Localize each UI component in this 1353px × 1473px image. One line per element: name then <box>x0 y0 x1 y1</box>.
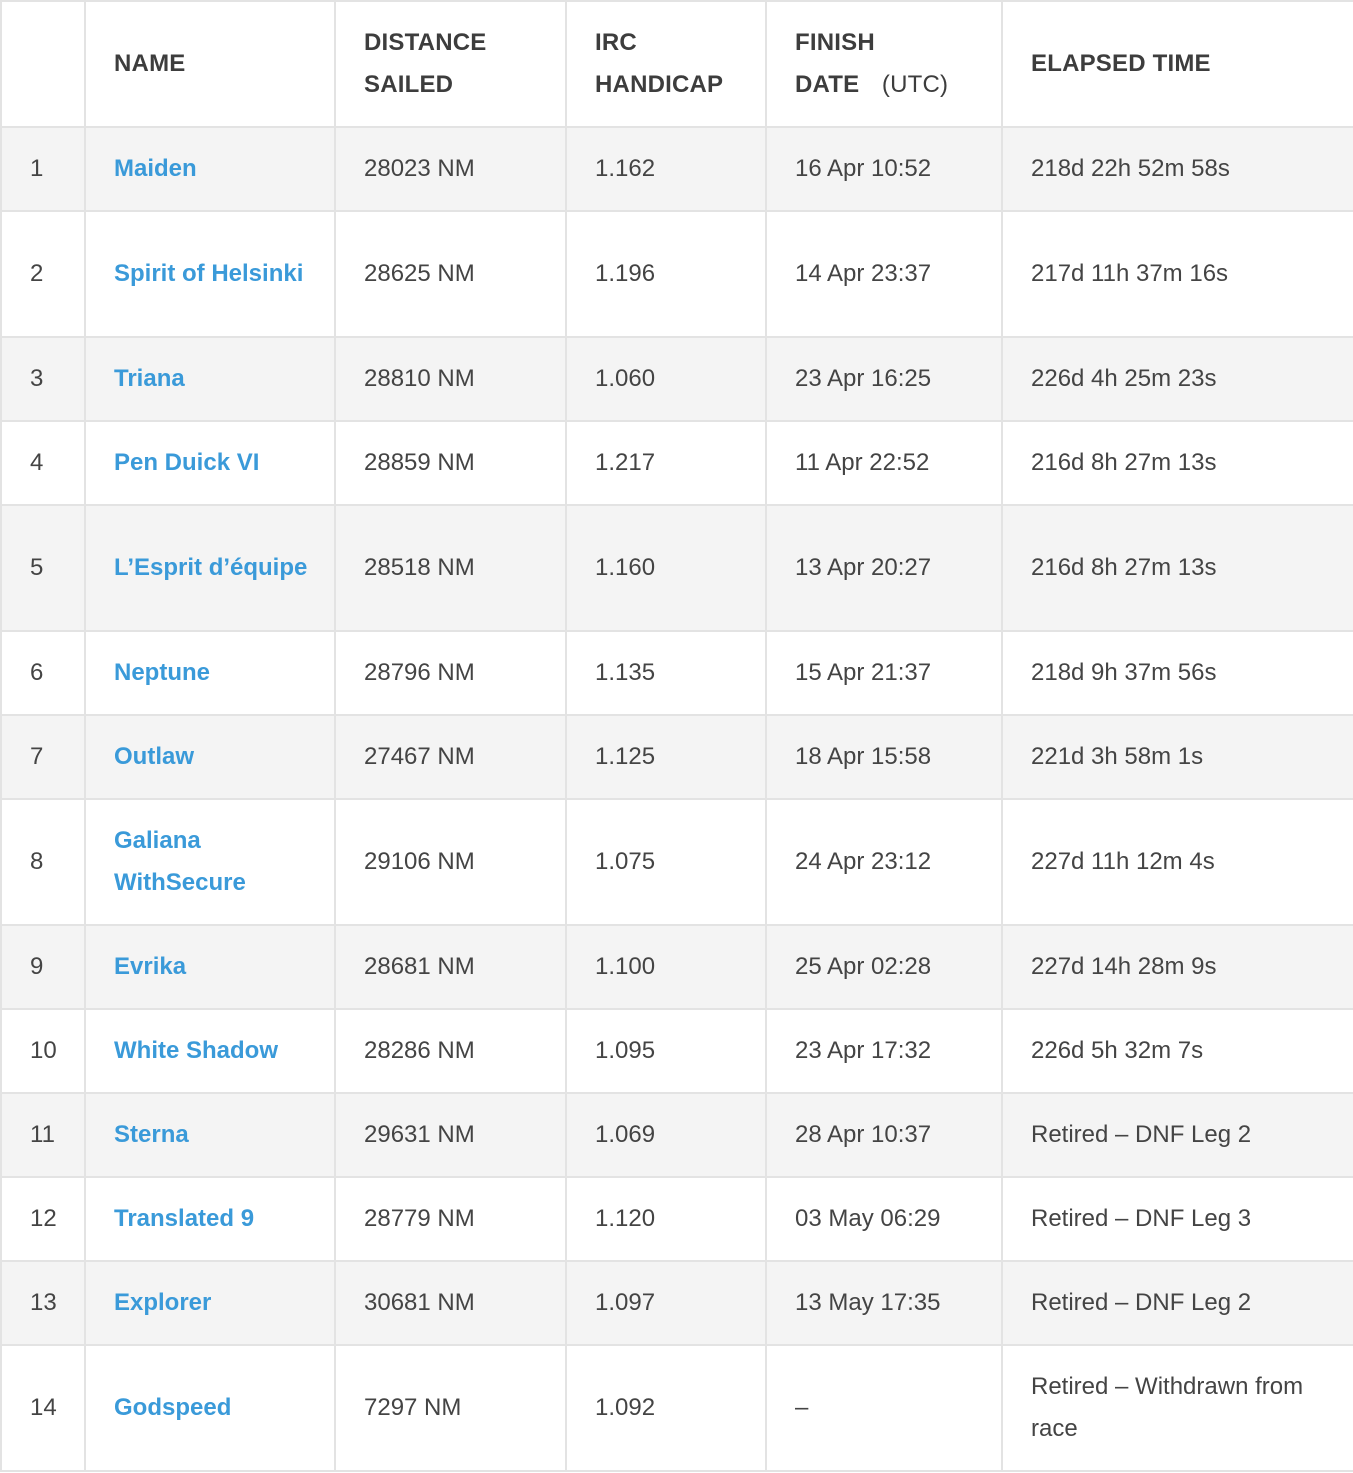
header-rank <box>1 1 85 127</box>
finish-cell: 03 May 06:29 <box>766 1177 1002 1261</box>
boat-name-link[interactable]: Sterna <box>114 1121 189 1148</box>
elapsed-cell: 227d 11h 12m 4s <box>1002 799 1353 925</box>
header-distance-label: DISTANCE SAILED <box>364 29 487 98</box>
rank-cell: 4 <box>1 421 85 505</box>
table-row <box>1 1177 1353 1261</box>
finish-cell: 28 Apr 10:37 <box>766 1093 1002 1177</box>
table-row <box>1 799 1353 925</box>
name-cell <box>85 715 335 799</box>
boat-name-link[interactable]: Galiana WithSecure <box>114 827 246 896</box>
elapsed-cell: 217d 11h 37m 16s <box>1002 211 1353 337</box>
table-row <box>1 1009 1353 1093</box>
name-cell <box>85 1177 335 1261</box>
rank-cell: 12 <box>1 1177 85 1261</box>
elapsed-cell: Retired – DNF Leg 2 <box>1002 1093 1353 1177</box>
rank-cell: 8 <box>1 799 85 925</box>
rank-cell: 10 <box>1 1009 85 1093</box>
boat-name-link[interactable]: Translated 9 <box>114 1205 255 1232</box>
elapsed-cell: 218d 22h 52m 58s <box>1002 127 1353 211</box>
distance-cell: 28518 NM <box>335 505 566 631</box>
name-cell <box>85 1093 335 1177</box>
boat-name-link[interactable]: Evrika <box>114 953 187 980</box>
boat-name-link[interactable]: L’Esprit d’équipe <box>114 554 308 581</box>
elapsed-cell: 216d 8h 27m 13s <box>1002 421 1353 505</box>
elapsed-cell: 227d 14h 28m 9s <box>1002 925 1353 1009</box>
distance-cell: 28779 NM <box>335 1177 566 1261</box>
elapsed-cell: 226d 5h 32m 7s <box>1002 1009 1353 1093</box>
table-row <box>1 337 1353 421</box>
finish-cell: 23 Apr 16:25 <box>766 337 1002 421</box>
table-row <box>1 211 1353 337</box>
rank-cell: 1 <box>1 127 85 211</box>
distance-cell: 29106 NM <box>335 799 566 925</box>
boat-name-link[interactable]: Maiden <box>114 155 197 182</box>
distance-cell: 28625 NM <box>335 211 566 337</box>
elapsed-cell: 218d 9h 37m 56s <box>1002 631 1353 715</box>
handicap-cell: 1.135 <box>566 631 766 715</box>
finish-cell: 16 Apr 10:52 <box>766 127 1002 211</box>
table-row <box>1 715 1353 799</box>
rank-cell: 9 <box>1 925 85 1009</box>
finish-cell: 24 Apr 23:12 <box>766 799 1002 925</box>
name-cell <box>85 505 335 631</box>
distance-cell: 28859 NM <box>335 421 566 505</box>
rank-cell: 6 <box>1 631 85 715</box>
table-row <box>1 127 1353 211</box>
table-row <box>1 421 1353 505</box>
handicap-cell: 1.217 <box>566 421 766 505</box>
handicap-cell: 1.196 <box>566 211 766 337</box>
header-name: NAME <box>85 1 335 127</box>
handicap-cell: 1.060 <box>566 337 766 421</box>
boat-name-link[interactable]: White Shadow <box>114 1037 278 1064</box>
finish-cell: 23 Apr 17:32 <box>766 1009 1002 1093</box>
header-handicap <box>566 1 766 127</box>
name-cell <box>85 799 335 925</box>
finish-cell: 13 May 17:35 <box>766 1261 1002 1345</box>
table-header <box>1 1 1353 127</box>
elapsed-cell: Retired – Withdrawn from race <box>1002 1345 1353 1471</box>
finish-cell: 15 Apr 21:37 <box>766 631 1002 715</box>
rank-cell: 11 <box>1 1093 85 1177</box>
table-row <box>1 1261 1353 1345</box>
header-distance <box>335 1 566 127</box>
finish-cell: 14 Apr 23:37 <box>766 211 1002 337</box>
name-cell <box>85 631 335 715</box>
handicap-cell: 1.100 <box>566 925 766 1009</box>
boat-name-link[interactable]: Spirit of Helsinki <box>114 260 304 287</box>
rank-cell: 2 <box>1 211 85 337</box>
boat-name-link[interactable]: Godspeed <box>114 1394 232 1421</box>
handicap-cell: 1.125 <box>566 715 766 799</box>
rank-cell: 14 <box>1 1345 85 1471</box>
boat-name-link[interactable]: Outlaw <box>114 743 195 770</box>
name-cell <box>85 1009 335 1093</box>
table-body <box>1 127 1353 1471</box>
elapsed-cell: 226d 4h 25m 23s <box>1002 337 1353 421</box>
distance-cell: 28796 NM <box>335 631 566 715</box>
elapsed-cell: Retired – DNF Leg 3 <box>1002 1177 1353 1261</box>
distance-cell: 28286 NM <box>335 1009 566 1093</box>
header-finish-unit: (UTC) <box>881 71 949 98</box>
distance-cell: 28810 NM <box>335 337 566 421</box>
header-elapsed: ELAPSED TIME <box>1002 1 1353 127</box>
distance-cell: 28681 NM <box>335 925 566 1009</box>
distance-cell: 28023 NM <box>335 127 566 211</box>
boat-name-link[interactable]: Pen Duick VI <box>114 449 260 476</box>
distance-cell: 7297 NM <box>335 1345 566 1471</box>
name-cell <box>85 1261 335 1345</box>
finish-cell: 13 Apr 20:27 <box>766 505 1002 631</box>
handicap-cell: 1.160 <box>566 505 766 631</box>
distance-cell: 30681 NM <box>335 1261 566 1345</box>
rank-cell: 7 <box>1 715 85 799</box>
name-cell <box>85 337 335 421</box>
distance-cell: 27467 NM <box>335 715 566 799</box>
handicap-cell: 1.069 <box>566 1093 766 1177</box>
header-finish <box>766 1 1002 127</box>
handicap-cell: 1.095 <box>566 1009 766 1093</box>
distance-cell: 29631 NM <box>335 1093 566 1177</box>
elapsed-cell: 216d 8h 27m 13s <box>1002 505 1353 631</box>
boat-name-link[interactable]: Neptune <box>114 659 210 686</box>
elapsed-cell: 221d 3h 58m 1s <box>1002 715 1353 799</box>
finish-cell: 25 Apr 02:28 <box>766 925 1002 1009</box>
handicap-cell: 1.075 <box>566 799 766 925</box>
table-row <box>1 925 1353 1009</box>
handicap-cell: 1.092 <box>566 1345 766 1471</box>
name-cell <box>85 421 335 505</box>
rank-cell: 3 <box>1 337 85 421</box>
table-row <box>1 505 1353 631</box>
table-row <box>1 1345 1353 1471</box>
name-cell <box>85 211 335 337</box>
name-cell <box>85 127 335 211</box>
finish-cell: – <box>766 1345 1002 1471</box>
table-row <box>1 1093 1353 1177</box>
header-row <box>1 1 1353 127</box>
name-cell <box>85 925 335 1009</box>
handicap-cell: 1.120 <box>566 1177 766 1261</box>
boat-name-link[interactable]: Explorer <box>114 1289 212 1316</box>
table-row <box>1 631 1353 715</box>
rank-cell: 5 <box>1 505 85 631</box>
header-finish-label: FINISH DATE <box>795 29 875 98</box>
handicap-cell: 1.162 <box>566 127 766 211</box>
name-cell <box>85 1345 335 1471</box>
boat-name-link[interactable]: Triana <box>114 365 185 392</box>
finish-cell: 18 Apr 15:58 <box>766 715 1002 799</box>
elapsed-cell: Retired – DNF Leg 2 <box>1002 1261 1353 1345</box>
header-handicap-label: IRC HANDICAP <box>595 29 724 98</box>
finish-cell: 11 Apr 22:52 <box>766 421 1002 505</box>
rank-cell: 13 <box>1 1261 85 1345</box>
handicap-cell: 1.097 <box>566 1261 766 1345</box>
